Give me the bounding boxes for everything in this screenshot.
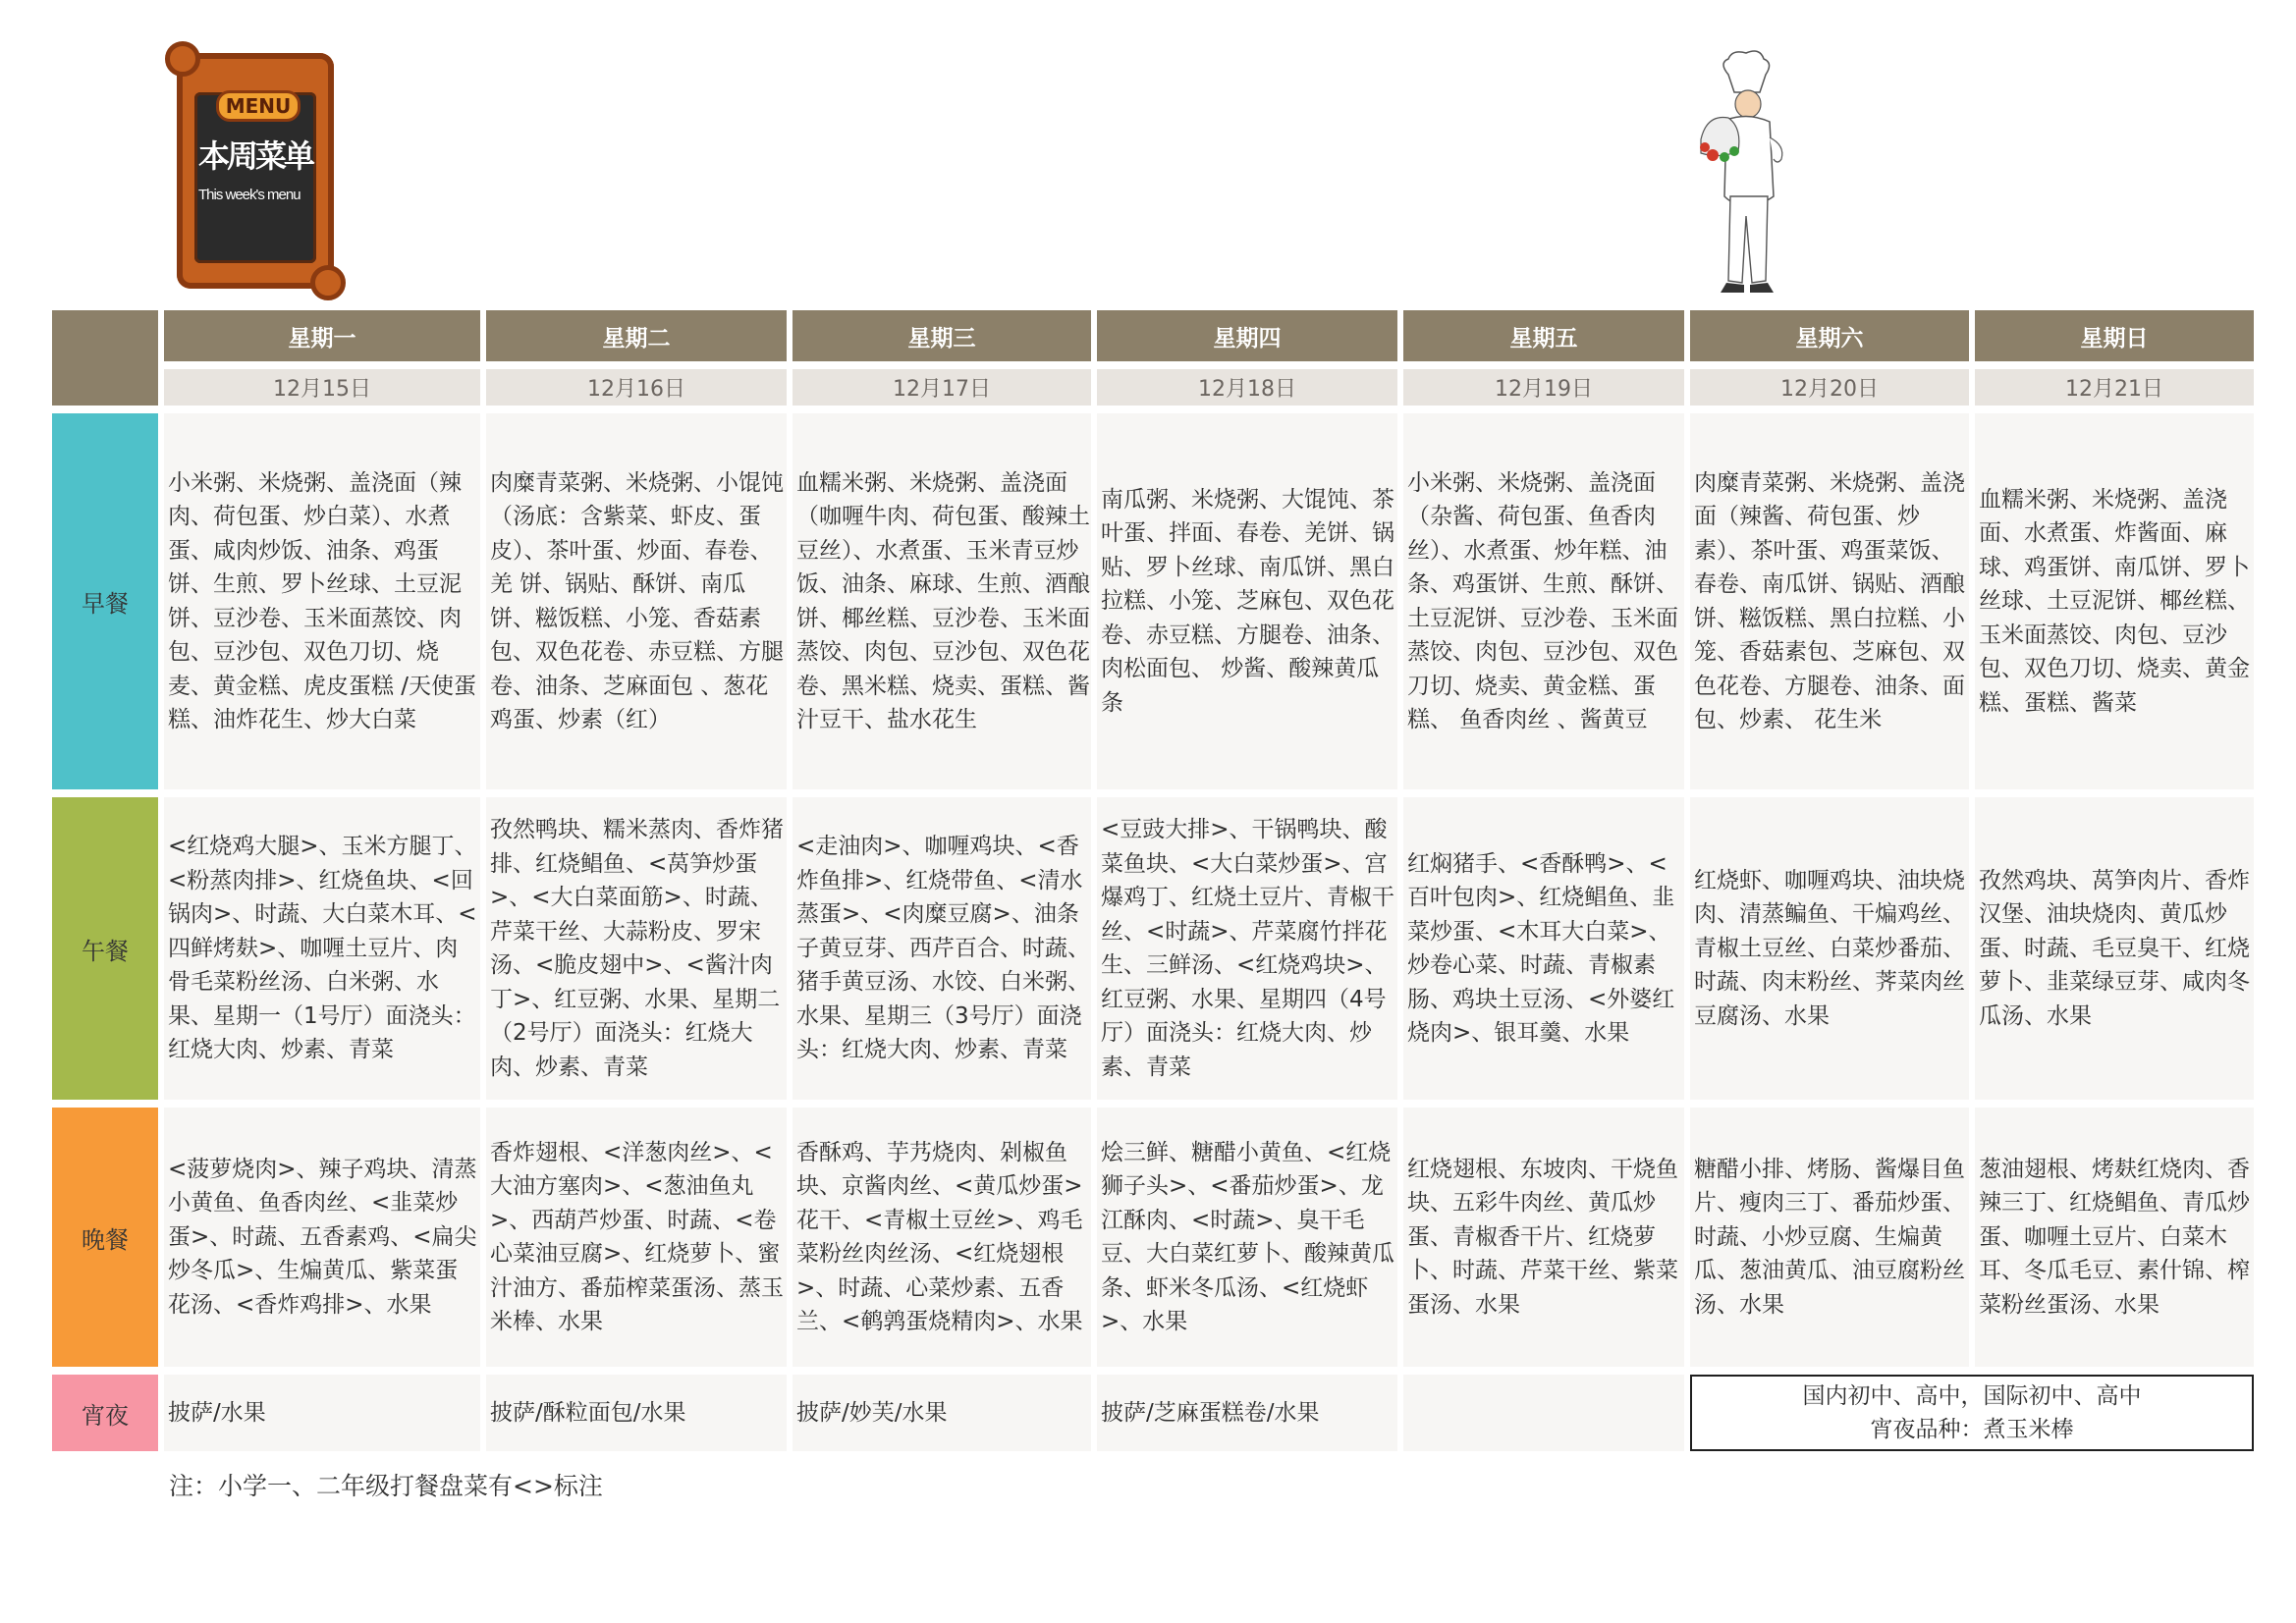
- breakfast-sun: [1975, 413, 2254, 789]
- lunch-fri: [1403, 797, 1684, 1100]
- dinner-fri-text: 红烧翅根、东坡肉、干烧鱼块、五彩牛肉丝、黄瓜炒蛋、青椒香干片、红烧萝卜、时蔬、芹菜干丝、紫菜蛋汤、水果: [1407, 1156, 1678, 1318]
- lunch-sat-text: 红烧虾、咖喱鸡块、油块烧肉、清蒸鳊鱼、干煸鸡丝、青椒土豆丝、白菜炒番茄、时蔬、肉末粉丝、荠菜肉丝豆腐汤、水果: [1694, 867, 1965, 1029]
- dinner-wed: [793, 1108, 1091, 1367]
- date-mon: 12月15日: [164, 369, 480, 406]
- weekly-menu-table: [52, 310, 2254, 1451]
- night-thu-text: 披萨/芝麻蛋糕卷/水果: [1101, 1399, 1320, 1426]
- breakfast-tue-text: 肉糜青菜粥、米烧粥、小馄饨（汤底：含紫菜、虾皮、蛋皮）、茶叶蛋、炒面、春卷、羌 饼、锅贴、酥饼、南瓜饼、糍饭糕、小笼、香菇素包、双色花卷、赤豆糕、方腿卷、油条、芝麻面包 、葱花鸡蛋、炒素（红）: [490, 469, 784, 732]
- weekend-night-snack-text: 国内初中、高中，国际初中、高中 宵夜品种：煮玉米棒: [1802, 1383, 2142, 1442]
- date-sat: 12月20日: [1690, 369, 1969, 406]
- night-tue-text: 披萨/酥粒面包/水果: [490, 1399, 686, 1426]
- breakfast-wed-text: 血糯米粥、米烧粥、盖浇面（咖喱牛肉、荷包蛋、酸辣土豆丝）、水煮蛋、玉米青豆炒饭、油条、麻球、生煎、酒酿饼、椰丝糕、豆沙卷、玉米面蒸饺、肉包、豆沙包、双色花卷、黑米糕、烧卖、蛋糕、酱汁豆干、盐水花生: [796, 469, 1090, 732]
- breakfast-fri-text: 小米粥、米烧粥、盖浇面（杂酱、荷包蛋、鱼香肉丝）、水煮蛋、炒年糕、油条、鸡蛋饼、生煎、酥饼、土豆泥饼、豆沙卷、玉米面蒸饺、肉包、豆沙包、双色刀切、烧卖、黄金糕、蛋糕、 鱼香肉丝 、酱黄豆: [1407, 469, 1678, 732]
- logo-subtitle: This week's menu: [198, 187, 301, 203]
- day-header-thu: 星期四: [1097, 310, 1397, 361]
- logo-badge: MENU: [216, 90, 301, 122]
- dinner-mon-text: <菠萝烧肉>、辣子鸡块、清蒸小黄鱼、鱼香肉丝、<韭菜炒蛋>、时蔬、五香素鸡、<扁尖炒冬瓜>、生煸黄瓜、紫菜蛋花汤、<香炸鸡排>、水果: [168, 1156, 477, 1318]
- night-wed-text: 披萨/妙芙/水果: [796, 1399, 948, 1426]
- dinner-sat: [1690, 1108, 1969, 1367]
- dinner-thu: [1097, 1108, 1397, 1367]
- dinner-wed-text: 香酥鸡、芋艿烧肉、剁椒鱼块、京酱肉丝、<黄瓜炒蛋>花干、<青椒土豆丝>、鸡毛菜粉丝肉丝汤、<红烧翅根>、时蔬、心菜炒素、五香兰、<鹌鹑蛋烧精肉>、水果: [796, 1139, 1083, 1334]
- dinner-mon: [164, 1108, 480, 1367]
- night-wed: [793, 1375, 1091, 1451]
- night-thu: [1097, 1375, 1397, 1451]
- dinner-fri: [1403, 1108, 1684, 1367]
- dinner-thu-text: 烩三鲜、糖醋小黄鱼、<红烧狮子头>、<番茄炒蛋>、龙江酥肉、<时蔬>、臭干毛豆、大白菜红萝卜、酸辣黄瓜条、虾米冬瓜汤、<红烧虾>、水果: [1101, 1139, 1394, 1334]
- dinner-sat-text: 糖醋小排、烤肠、酱爆目鱼片、瘦肉三丁、番茄炒蛋、时蔬、小炒豆腐、生煸黄瓜、葱油黄瓜、油豆腐粉丝汤、水果: [1694, 1156, 1965, 1318]
- dinner-tue-text: 香炸翅根、<洋葱肉丝>、<大油方塞肉>、<葱油鱼丸>、西葫芦炒蛋、时蔬、<卷心菜油豆腐>、红烧萝卜、蜜汁油方、番茄榨菜蛋汤、蒸玉米棒、水果: [490, 1139, 784, 1334]
- breakfast-thu-text: 南瓜粥、米烧粥、大馄饨、茶叶蛋、拌面、春卷、羌饼、锅贴、罗卜丝球、南瓜饼、黑白拉糕、小笼、芝麻包、双色花卷、赤豆糕、方腿卷、油条、肉松面包、 炒酱、酸辣黄瓜条: [1101, 486, 1394, 716]
- table-corner: [52, 310, 158, 406]
- breakfast-sat-text: 肉糜青菜粥、米烧粥、盖浇面（辣酱、荷包蛋、炒素）、茶叶蛋、鸡蛋菜饭、春卷、南瓜饼、锅贴、酒酿饼、糍饭糕、黑白拉糕、小笼、香菇素包、芝麻包、双色花卷、方腿卷、油条、面包、炒素、 花生米: [1694, 469, 1965, 732]
- night-fri: [1403, 1375, 1684, 1451]
- breakfast-thu: [1097, 413, 1397, 789]
- chef-illustration: [1691, 49, 1801, 312]
- breakfast-mon-text: 小米粥、米烧粥、盖浇面（辣肉、荷包蛋、炒白菜）、水煮蛋、咸肉炒饭、油条、鸡蛋饼、生煎、罗卜丝球、土豆泥饼、豆沙卷、玉米面蒸饺、肉包、豆沙包、双色刀切、烧麦、黄金糕、虎皮蛋糕 /天使蛋糕、油炸花生、炒大白菜: [168, 469, 477, 732]
- footnote: 注：小学一、二年级打餐盘菜有<>标注: [169, 1472, 603, 1500]
- date-tue: 12月16日: [486, 369, 787, 406]
- day-header-sat: 星期六: [1690, 310, 1969, 361]
- dinner-tue: [486, 1108, 787, 1367]
- lunch-sun-text: 孜然鸡块、莴笋肉片、香炸汉堡、油块烧肉、黄瓜炒蛋、时蔬、毛豆臭干、红烧萝卜、韭菜绿豆芽、咸肉冬瓜汤、水果: [1979, 867, 2250, 1029]
- lunch-fri-text: 红焖猪手、<香酥鸭>、<百叶包肉>、红烧鲳鱼、韭菜炒蛋、<木耳大白菜>、炒卷心菜、时蔬、青椒素肠、鸡块土豆汤、<外婆红烧肉>、银耳羹、水果: [1407, 850, 1675, 1046]
- meal-label-night-snack: 宵夜: [52, 1375, 158, 1451]
- meal-label-lunch: 午餐: [52, 797, 158, 1100]
- dinner-sun-text: 葱油翅根、烤麸红烧肉、香辣三丁、红烧鲳鱼、青瓜炒蛋、咖喱土豆片、白菜木耳、冬瓜毛豆、素什锦、榨菜粉丝蛋汤、水果: [1979, 1156, 2250, 1318]
- date-thu: 12月18日: [1097, 369, 1397, 406]
- day-header-sun: 星期日: [1975, 310, 2254, 361]
- lunch-mon-text: <红烧鸡大腿>、玉米方腿丁、<粉蒸肉排>、红烧鱼块、<回锅肉>、时蔬、大白菜木耳、<四鲜烤麸>、咖喱土豆片、肉骨毛菜粉丝汤、白米粥、水果、星期一（1号厅）面浇头：红烧大肉、炒素、青菜: [168, 834, 477, 1063]
- meal-label-dinner: 晚餐: [52, 1108, 158, 1367]
- lunch-mon: [164, 797, 480, 1100]
- lunch-thu-text: <豆豉大排>、干锅鸭块、酸菜鱼块、<大白菜炒蛋>、宫爆鸡丁、红烧土豆片、青椒干丝、<时蔬>、芹菜腐竹拌花生、三鲜汤、<红烧鸡块>、红豆粥、水果、星期四（4号厅）面浇头：红烧大肉、炒素、青菜: [1101, 817, 1394, 1080]
- date-sun: 12月21日: [1975, 369, 2254, 406]
- day-header-tue: 星期二: [486, 310, 787, 361]
- logo-title: 本周菜单: [198, 137, 313, 175]
- day-header-wed: 星期三: [793, 310, 1091, 361]
- weekend-night-snack-note: [1690, 1375, 2254, 1451]
- breakfast-fri: [1403, 413, 1684, 789]
- lunch-wed-text: <走油肉>、咖喱鸡块、<香炸鱼排>、红烧带鱼、<清水蒸蛋>、<肉糜豆腐>、油条子黄豆芽、西芹百合、时蔬、猪手黄豆汤、水饺、白米粥、水果、星期三（3号厅）面浇头：红烧大肉、炒素、青菜: [796, 834, 1090, 1063]
- lunch-sat: [1690, 797, 1969, 1100]
- breakfast-sat: [1690, 413, 1969, 789]
- meal-label-breakfast: 早餐: [52, 413, 158, 789]
- day-header-mon: 星期一: [164, 310, 480, 361]
- lunch-thu: [1097, 797, 1397, 1100]
- date-fri: 12月19日: [1403, 369, 1684, 406]
- menu-logo: [177, 53, 334, 289]
- lunch-tue: [486, 797, 787, 1100]
- breakfast-mon: [164, 413, 480, 789]
- night-mon: [164, 1375, 480, 1451]
- night-tue: [486, 1375, 787, 1451]
- day-header-fri: 星期五: [1403, 310, 1684, 361]
- logo-frame: [177, 53, 334, 289]
- dinner-sun: [1975, 1108, 2254, 1367]
- lunch-wed: [793, 797, 1091, 1100]
- lunch-sun: [1975, 797, 2254, 1100]
- breakfast-tue: [486, 413, 787, 789]
- date-wed: 12月17日: [793, 369, 1091, 406]
- breakfast-sun-text: 血糯米粥、米烧粥、盖浇面、水煮蛋、炸酱面、麻球、鸡蛋饼、南瓜饼、罗卜丝球、土豆泥饼、椰丝糕、玉米面蒸饺、肉包、豆沙包、双色刀切、烧卖、黄金糕、蛋糕、酱菜: [1979, 486, 2250, 716]
- night-mon-text: 披萨/水果: [168, 1399, 266, 1426]
- breakfast-wed: [793, 413, 1091, 789]
- lunch-tue-text: 孜然鸭块、糯米蒸肉、香炸猪排、红烧鲳鱼、<莴笋炒蛋>、<大白菜面筋>、时蔬、芹菜干丝、大蒜粉皮、罗宋汤、<脆皮翅中>、<酱汁肉丁>、红豆粥、水果、星期二（2号厅）面浇头：红烧大肉、炒素、青菜: [490, 817, 784, 1080]
